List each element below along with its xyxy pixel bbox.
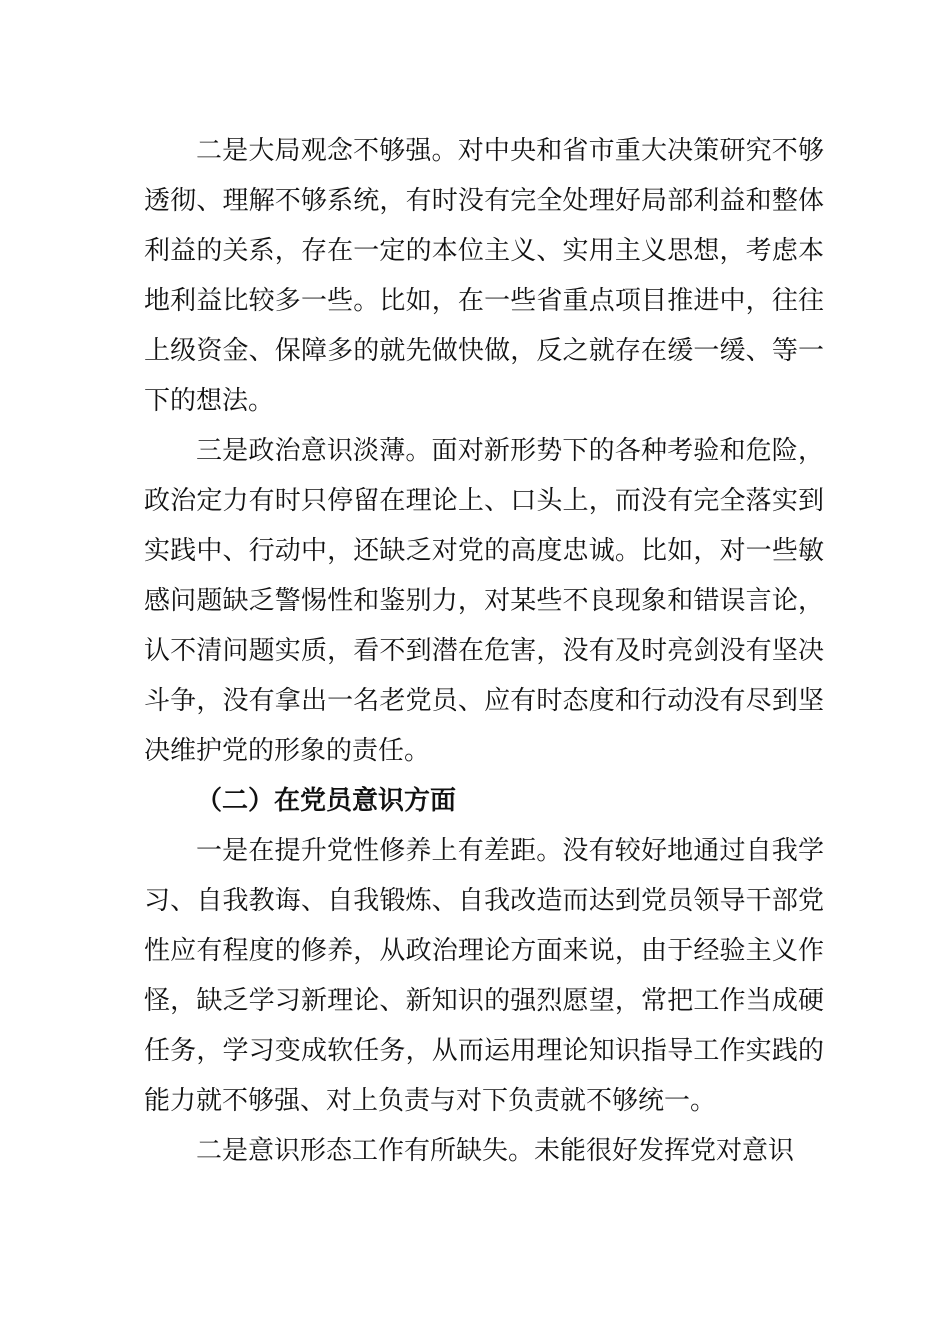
- paragraph-ideology-work: 二是意识形态工作有所缺失。未能很好发挥党对意识: [196, 1136, 795, 1166]
- paragraph-overall-view: 二是大局观念不够强。对中央和省市重大决策研究不够透彻、理解不够系统，有时没有完全处理好局部利益和整体利益的关系，存在一定的本位主义、实用主义思想，考虑本地利益比较多一些。比如，在一些省重点项目推进中，往往上级资金、保障多的就先做快做，反之就存在缓一缓、等一下的想法。: [144, 136, 824, 416]
- paragraph-party-cultivation: 一是在提升党性修养上有差距。没有较好地通过自我学习、自我教诲、自我锻炼、自我改造而达到党员领导干部党性应有程度的修养，从政治理论方面来说，由于经验主义作怪，缺乏学习新理论、新知识的强烈愿望，常把工作当成硬任务，学习变成软任务，从而运用理论知识指导工作实践的能力就不够强、对上负责与对下负责就不够统一。: [144, 836, 824, 1116]
- section-heading-party-member-awareness: （二）在党员意识方面: [196, 786, 457, 816]
- document-body: [144, 126, 824, 1176]
- paragraph-political-awareness: 三是政治意识淡薄。面对新形势下的各种考验和危险，政治定力有时只停留在理论上、口头上，而没有完全落实到实践中、行动中，还缺乏对党的高度忠诚。比如，对一些敏感问题缺乏警惕性和鉴别力，对某些不良现象和错误言论，认不清问题实质，看不到潜在危害，没有及时亮剑没有坚决斗争，没有拿出一名老党员、应有时态度和行动没有尽到坚决维护党的形象的责任。: [144, 436, 824, 766]
